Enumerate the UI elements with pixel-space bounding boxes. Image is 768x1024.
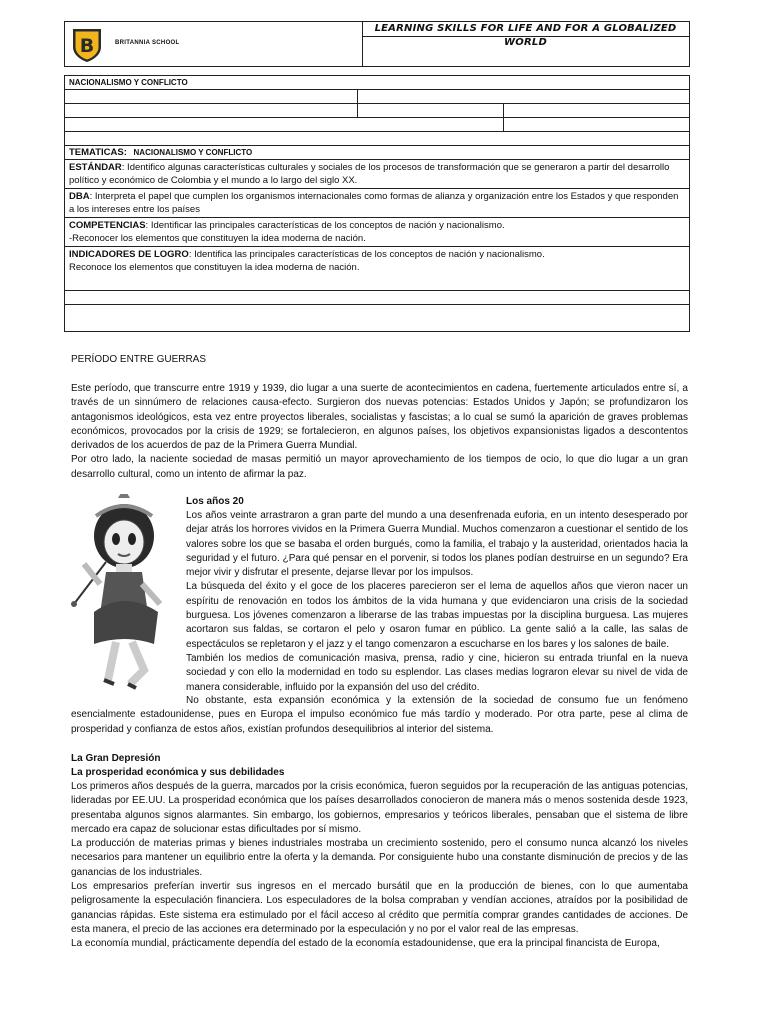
table-row bbox=[65, 118, 689, 132]
indicadores-label: INDICADORES DE LOGRO bbox=[69, 249, 189, 260]
dba-row bbox=[65, 189, 689, 217]
table-cell bbox=[503, 118, 689, 131]
table-row bbox=[65, 146, 689, 160]
table-cell bbox=[357, 90, 689, 103]
paragraph: Por otro lado, la naciente sociedad de masas permitió un mayor aprovechamiento de los tiempos de ocio, lo que dio lugar a un gran desarrollo cultural, como un intento de afirmar la paz. bbox=[71, 454, 688, 480]
tematicas-row bbox=[65, 146, 689, 160]
section-title: PERÍODO ENTRE GUERRAS bbox=[71, 354, 207, 365]
table-row bbox=[65, 189, 689, 218]
competencias-row bbox=[65, 218, 689, 246]
paragraph: Los años veinte arrastraron a gran parte del mundo a una desenfrenada euforia, en un intento desesperado por dejar atrás los horrores vividos en la Primera Guerra Mundial. Muchos comenzaron a cuestionar el sentido de los valores sobre los que se basaba el orden burgués, como la familia, el trabajo y la austeridad, orientados hacia la seguridad y el futuro. ¿Para qué pensar en el porvenir, si todos los planes podían destruirse en un segundo? Era mejor vivir y disfrutar el presente, dejarse llevar por los impulsos. bbox=[186, 510, 688, 579]
competencias-label: COMPETENCIAS bbox=[69, 220, 146, 231]
table-row bbox=[65, 218, 689, 247]
estandar-text: : Identifico algunas características culturales y sociales de los procesos de transformación que se generaron a partir del desarrollo político y económico de Colombia y el mundo a lo largo del siglo XX. bbox=[69, 162, 670, 186]
competencias-text-1: : Identificar las principales características de los conceptos de nación y nacionalismo. bbox=[145, 220, 505, 231]
document-header bbox=[64, 21, 690, 67]
paragraph: Los empresarios preferían invertir sus ingresos en el mercado bursátil que en la producción de bienes, con lo que aumentaba peligrosamente la especulación financiera. Los especuladores de la bolsa compraban y vendían acciones, atraídos por la posibilidad de ganancias rápidas. Este sistema era estimulado por el fácil acceso al crédito que permitía comprar grandes cantidades de acciones. De esta manera, el precio de las acciones era determinado por la especulación y no por el valor real de las empresas. bbox=[71, 881, 688, 935]
paragraph: No obstante, esta expansión económica y la extensión de la sociedad de consumo fue un fenómeno esencialmente estadounidense, pues en Europa el impulso económico fue más tardío y moderado. Por otra parte, pese al clima de prosperidad y confianza de estos años, existían profundos desequilibrios al interior del sistema. bbox=[71, 695, 688, 735]
table-row bbox=[65, 291, 689, 305]
competencias-text-2: -Reconocer los elementos que constituyen la idea moderna de nación. bbox=[69, 233, 366, 244]
paragraph: La economía mundial, prácticamente dependía del estado de la economía estadounidense, que era la principal financista de Europa, bbox=[71, 938, 660, 950]
table-row bbox=[65, 76, 689, 90]
flapper-illustration bbox=[66, 494, 180, 694]
anos20-title: Los años 20 bbox=[186, 496, 244, 507]
indicadores-text-1: : Identifica las principales características de los conceptos de nación y nacionalismo. bbox=[188, 249, 545, 260]
anos20-text-right bbox=[186, 509, 688, 695]
school-crest-icon bbox=[69, 27, 105, 63]
school-name: BRITANNIA SCHOOL bbox=[115, 40, 180, 46]
table-row bbox=[65, 305, 689, 331]
school-motto: LEARNING SKILLS FOR LIFE AND FOR A GLOBALIZED WORLD bbox=[362, 22, 689, 37]
table-title: NACIONALISMO Y CONFLICTO bbox=[69, 78, 188, 87]
school-logo-area bbox=[65, 22, 363, 66]
indicadores-row bbox=[65, 247, 689, 275]
paragraph: Los primeros años después de la guerra, marcados por la crisis económica, fueron seguidos por la recuperación de las antiguas potencias, lideradas por EE.UU. La prosperidad económica que los países desarrollados conocieron de manera más o menos sostenida desde 1923, presentaba algunos signos alarmantes. Sin embargo, los gobiernos, empresarios y teóricos liberales, pensaban que el sistema de libre mercado era capaz de solucionar estas dificultades por sí mismo. bbox=[71, 781, 688, 835]
intro-text bbox=[71, 382, 688, 482]
paragraph: La producción de materias primas y bienes industriales mostraba un crecimiento sostenido, pero el consumo nunca alcanzó los niveles necesarios para mantener un equilibrio entre la oferta y la demanda. Por consiguiente hubo una constante disminución de precios y de las ganancias de los industriales. bbox=[71, 838, 688, 878]
dba-text: : Interpreta el papel que cumplen los organismos internacionales como formas de alianza y organización entre los Estados y que responden a los intereses entre los países bbox=[69, 191, 679, 215]
estandar-row bbox=[65, 160, 689, 188]
table-row bbox=[65, 90, 689, 104]
table-row bbox=[65, 104, 689, 118]
table-row bbox=[65, 160, 689, 189]
prosperidad-title: La prosperidad económica y sus debilidades bbox=[71, 767, 285, 778]
svg-text:B: B bbox=[79, 35, 95, 57]
table-cell bbox=[503, 104, 689, 117]
table-row bbox=[65, 247, 689, 291]
tematicas-label: TEMATICAS: bbox=[69, 147, 127, 158]
indicadores-text-2: Reconoce los elementos que constituyen la idea moderna de nación. bbox=[69, 262, 360, 273]
depresion-title: La Gran Depresión bbox=[71, 753, 161, 764]
info-table bbox=[64, 75, 690, 332]
tematicas-value: NACIONALISMO Y CONFLICTO bbox=[133, 148, 253, 157]
paragraph: También los medios de comunicación masiva, prensa, radio y cine, hicieron su entrada triunfal en la nueva sociedad y con ello la modernidad en todo su esplendor. Las clases medias lograron elevar su nivel de vida de manera considerable, influido por la expansión del uso del crédito. bbox=[186, 652, 688, 693]
paragraph: La búsqueda del éxito y el goce de los placeres parecieron ser el lema de aquellos años que vieron nacer un espíritu de renovación en todos los ámbitos de la vida humana y que evidenciaron una crisis de la sociedad burguesa. Los jóvenes comenzaron a liberarse de las trabas impuestas por la disciplina burguesa. Las mujeres acortaron sus faldas, se cortaron el pelo y osaron fumar en público. La gente salió a la calle, las salas de espectáculos se repletaron y el jazz y el tango comenzaron a escucharse en los bares y los salones de baile. bbox=[186, 581, 688, 650]
estandar-label: ESTÁNDAR bbox=[69, 162, 122, 173]
paragraph: Este período, que transcurre entre 1919 y 1939, dio lugar a una suerte de acontecimientos en cadena, fuertemente articulados entre sí, a través de un sinnúmero de relaciones causa-efecto. Surgieron dos nuevas potencias: Estados Unidos y Japón; se profundizaron los antagonismos ideológicos, esta vez entre proyectos liberales, socialistas y fascistas; a lo cual se sumó la aparición de graves problemas económicos, provocados por la crisis de 1929; se fortalecieron, en algunos países, los objetivos expansionistas ligados a descontentos derivados de los acuerdos de paz de la Primera Guerra Mundial. bbox=[71, 383, 688, 452]
table-row bbox=[65, 132, 689, 146]
depresion-text bbox=[71, 780, 688, 952]
dba-label: DBA bbox=[69, 191, 90, 202]
